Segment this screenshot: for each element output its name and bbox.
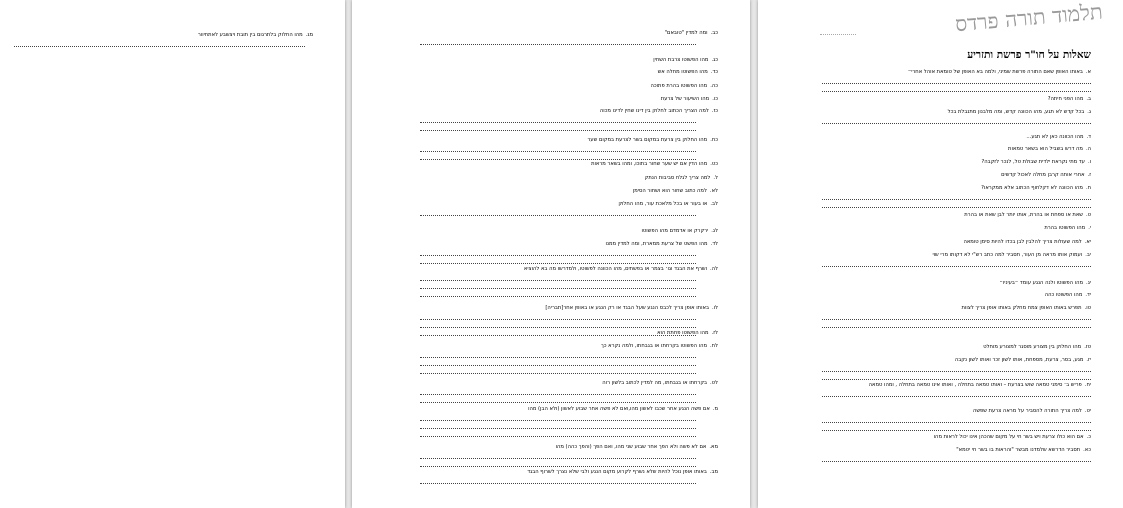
- question-item: [1044, 225, 1091, 232]
- question-item: [601, 343, 718, 350]
- question-item: [657, 330, 718, 337]
- question-text: אם לא פשה ולא הפך אחר שבוע שני מהו, ואם הפך (והפך כהה) מהו: [555, 444, 707, 450]
- question-text: עד מתי נקראת ילדית שבולת טל, לנכר לזקבה?: [981, 159, 1085, 165]
- question-text: בכל קדש לא תגע, מהו הכוונה קדש, ומה מלבנון מתנבלת בכל: [947, 109, 1085, 115]
- question-number: מב.: [709, 469, 718, 475]
- answer-line: [420, 130, 696, 131]
- question-number: כב.: [710, 30, 718, 36]
- question-item: [964, 212, 1091, 219]
- answer-line: [420, 373, 696, 374]
- question-item: [545, 305, 718, 312]
- question-item: [1001, 172, 1091, 179]
- question-text: למה כתוב שחור הוא ושחור הסימן: [632, 188, 707, 194]
- answer-line: [420, 420, 696, 421]
- question-item: [641, 228, 718, 235]
- answer-line: [420, 436, 696, 437]
- question-text: באותו האופן שאם התורה פרשת שמיני, ולמה בא האופן של טומאת אוהל אחרי״: [907, 69, 1083, 75]
- answer-line: [822, 371, 1091, 372]
- question-item: [1045, 292, 1091, 299]
- answer-line: [420, 428, 696, 429]
- question-item: [948, 109, 1091, 116]
- question-text: למה צריך התורה להסביר על מראה צרעת שפשה: [972, 408, 1082, 414]
- question-item: [661, 96, 718, 103]
- answer-line: [420, 327, 696, 328]
- question-text: ירקרק או אדמדם מהו הפשוטו: [641, 228, 709, 234]
- answer-line: [822, 199, 1091, 200]
- question-number: לד.: [710, 241, 718, 247]
- question-text: מהו הפשוטו פחתת הוא: [657, 330, 709, 336]
- question-number: כד.: [710, 69, 718, 75]
- document-page-2: [352, 0, 750, 508]
- question-number: יג.: [1086, 280, 1091, 286]
- question-number: כ.: [1086, 434, 1091, 440]
- question-number: יב.: [1085, 252, 1091, 258]
- question-item: [528, 406, 718, 413]
- question-item: [605, 241, 718, 248]
- answer-line: [822, 83, 1091, 84]
- question-number: טז.: [1084, 344, 1091, 350]
- question-number: ט.: [1085, 212, 1091, 218]
- question-text: למה שעולות צריך להלבין לבן בכדו להיות סימן טומאה: [963, 239, 1082, 245]
- question-item: [908, 69, 1091, 76]
- question-item: [524, 266, 718, 273]
- logo-text: תלמוד תורה פרדס: [954, 0, 1104, 37]
- question-item: [633, 188, 718, 195]
- question-item: [973, 408, 1091, 415]
- question-text: מהו הפשוטו בהרת: [1044, 225, 1086, 231]
- answer-line: [420, 215, 696, 216]
- question-text: מהו הפשוטו ולנה הנגע עומד ״בעיניו״: [999, 280, 1084, 286]
- question-number: כח.: [710, 137, 718, 143]
- question-item: [527, 469, 718, 476]
- question-text: או בעור או בכל מלאכת עור, מהו החלוק: [618, 201, 708, 207]
- question-number: ב.: [1086, 96, 1091, 102]
- question-item: [869, 382, 1091, 389]
- answer-line: [420, 263, 696, 264]
- question-text: מהו הדין אם יש שער שחור בתוכו, ומהו בשאר מראות: [591, 161, 708, 167]
- question-item: [587, 137, 718, 144]
- question-number: מא.: [709, 444, 718, 450]
- question-item: [651, 83, 718, 90]
- question-number: יא.: [1084, 239, 1091, 245]
- question-number: יז.: [1086, 357, 1091, 363]
- answer-line: [420, 296, 696, 297]
- question-item: [556, 444, 718, 451]
- question-text: מהו הפשוטו צרבת השחין: [653, 57, 709, 63]
- question-text: למה צריך לגלח סביבות הנתק: [644, 175, 711, 181]
- answer-line: [14, 46, 305, 47]
- question-number: כט.: [710, 161, 718, 167]
- question-number: י.: [1088, 225, 1091, 231]
- question-text: מהו הפשט של צרעת ממארת, ומה למדין ממנו: [605, 241, 708, 247]
- question-text: מהו הפני חיתה?: [1047, 96, 1084, 102]
- answer-line: [420, 319, 696, 320]
- question-item: [956, 447, 1091, 454]
- document-title: שאלות על חו"ר פרשת ותזריע: [967, 49, 1091, 61]
- question-item: [955, 357, 1091, 364]
- question-text: למה הצריך הכתוב לחלוק בין דינו שחין לדינו מכוה: [599, 108, 709, 114]
- question-text: מה דרש בשביל הוא בשאר טמאות: [1008, 146, 1083, 152]
- question-item: [658, 69, 718, 76]
- answer-line: [420, 44, 696, 45]
- question-item: [618, 201, 718, 208]
- question-text: מגע, בסר, צרעת, מספחת, אותו לשון זכר ואותו לשון נקבה: [954, 357, 1084, 363]
- question-number: לח.: [710, 343, 718, 349]
- question-number: כז.: [711, 108, 718, 114]
- question-text: באותו אופן נוכל להיות שלא נשרף לקרוע מקום הנגע ולבי שלא נצרך לשרוף הבגד: [527, 469, 707, 475]
- question-text: מהו החלוק בין צרעת במקום בשר לצרעת במקום שער: [587, 137, 708, 143]
- question-number: טו.: [1084, 305, 1091, 311]
- answer-line: [822, 461, 1091, 462]
- question-number: כו.: [712, 96, 718, 102]
- question-text: ומה למדין "טובאם": [664, 30, 708, 36]
- question-text: תפרש באותו האופן צמח מחלק באותו אופן צריך לצוות: [961, 305, 1082, 311]
- question-text: מהו הכוונה כאן לא תגע...: [1026, 134, 1084, 140]
- question-text: ושרף את הבגד וגו׳ בצמר או בפשתים, מהו הכוונה לפשוטו, ולמדרשו מה בא להוציא: [523, 266, 707, 272]
- answer-line: [420, 159, 696, 160]
- question-number: יט.: [1084, 408, 1091, 414]
- question-number: כה.: [710, 83, 718, 89]
- question-number: יח.: [1084, 382, 1091, 388]
- answer-line: [822, 207, 1091, 208]
- question-text: באותו אופן צריך לכבס הנגע שעל הבגד או רק הנגע או באופן אחר[תבריה]: [545, 305, 709, 311]
- answer-line: [822, 422, 1091, 423]
- question-number: ג.: [1087, 109, 1091, 115]
- question-text: שאת או ספחת או בהרת, אותו יותר לבן שאת או בהרת: [964, 212, 1083, 218]
- question-text: מהו הכוונה לא דקלחוף הכתוב אלא ממקראו?: [981, 185, 1083, 191]
- question-text: מהו החלוק בין מצורע מוסגר למצורע מוחלט: [983, 344, 1082, 350]
- question-number: ח.: [1085, 185, 1091, 191]
- answer-line: [822, 430, 1091, 431]
- question-text: מהו הפשוטו בהרת פתוכה: [650, 83, 708, 89]
- question-text: אם הוא כולו צרעת ויש בשר חי על מקום שהכהן אינו יכול לראות מהו: [933, 434, 1084, 440]
- question-text: מהו הפשוטו כהה: [1044, 292, 1083, 298]
- question-number: מג.: [305, 32, 313, 38]
- question-number: כא.: [1083, 447, 1091, 453]
- question-number: לו.: [711, 305, 718, 311]
- question-text: מהו הפשוטו מחלה אש: [657, 69, 708, 75]
- question-item: [665, 30, 718, 37]
- answer-line: [420, 394, 696, 395]
- question-number: לג.: [711, 228, 718, 234]
- answer-line: [420, 122, 696, 123]
- question-item: [983, 344, 1091, 351]
- question-text: מהו השיעור של צרעת: [660, 96, 710, 102]
- answer-line: [822, 266, 1091, 267]
- question-number: א.: [1085, 69, 1091, 75]
- answer-line: [822, 123, 1091, 124]
- logo-underline: [820, 34, 856, 35]
- answer-line: [822, 91, 1091, 92]
- question-number: ו.: [1087, 159, 1091, 165]
- question-item: [600, 108, 718, 115]
- answer-line: [420, 365, 696, 366]
- answer-line: [420, 280, 696, 281]
- question-item: [591, 161, 718, 168]
- question-number: לא.: [709, 188, 718, 194]
- question-text: פריש ב׳ סימני טמאה שוש בצרעת – ואותו טמאה בתחלה , ואותו אינו טמאה בתחלה , ומהו טמאה: [868, 382, 1082, 388]
- answer-line: [420, 255, 696, 256]
- answer-line: [420, 483, 696, 484]
- document-page-1: [758, 0, 1123, 508]
- question-text: מהו החלוק בלתרגום בין תובת ויצשבע לאתחיוור: [197, 32, 303, 38]
- answer-line: [420, 402, 696, 403]
- question-number: מ.: [712, 406, 718, 412]
- question-text: בקרחתו או בגבחתו, מה למדין לכתוב בלשון רוה: [602, 380, 708, 386]
- question-item: [198, 32, 313, 39]
- question-item: [645, 175, 718, 182]
- answer-line: [822, 327, 1091, 328]
- answer-line: [420, 466, 696, 467]
- question-item: [962, 305, 1092, 312]
- answer-line: [420, 288, 696, 289]
- answer-line: [822, 319, 1091, 320]
- question-text: אם פשה הנגע אחר שכבו לאשון מהו,ואם לא פשה אחר שבוע לאשון (ולא הבן) מהו: [528, 406, 710, 412]
- question-item: [934, 434, 1091, 441]
- question-number: לז.: [711, 330, 718, 336]
- answer-line: [420, 335, 696, 336]
- question-item: [932, 252, 1091, 259]
- question-item: [1000, 280, 1091, 287]
- question-text: אחרי אותה קרבן מחלה לאכול קדשים: [1001, 172, 1085, 178]
- question-number: כג.: [711, 57, 718, 63]
- question-text: ועמוק אותו מראה מן העור, תסביר למה כתב רש"י לא דקותו מרי שוי: [932, 252, 1083, 258]
- question-number: לט.: [710, 380, 718, 386]
- question-text: תסביר הדרשא שלמדנו מבשר "והראות בו בשר חי יטמא": [956, 447, 1081, 453]
- question-number: ל.: [713, 175, 718, 181]
- question-item: [963, 239, 1091, 246]
- answer-line: [822, 396, 1091, 397]
- document-page-3: [0, 0, 345, 508]
- question-item: [981, 159, 1091, 166]
- question-item: [602, 380, 718, 387]
- question-item: [1026, 134, 1091, 141]
- question-number: ז.: [1087, 172, 1091, 178]
- answer-line: [420, 357, 696, 358]
- answer-line: [420, 151, 696, 152]
- answer-line: [420, 458, 696, 459]
- question-text: מהו הפשוטו בקרחתו או בגבחתו, ולמה נקרא כך: [600, 343, 707, 349]
- question-number: ד.: [1086, 134, 1091, 140]
- answer-line: [822, 379, 1091, 380]
- question-number: יד.: [1085, 292, 1091, 298]
- question-number: לה.: [710, 266, 718, 272]
- question-number: ה.: [1085, 146, 1091, 152]
- question-item: [1008, 146, 1091, 153]
- question-number: לב.: [710, 201, 718, 207]
- question-item: [981, 185, 1091, 192]
- question-item: [1048, 96, 1091, 103]
- question-item: [653, 57, 718, 64]
